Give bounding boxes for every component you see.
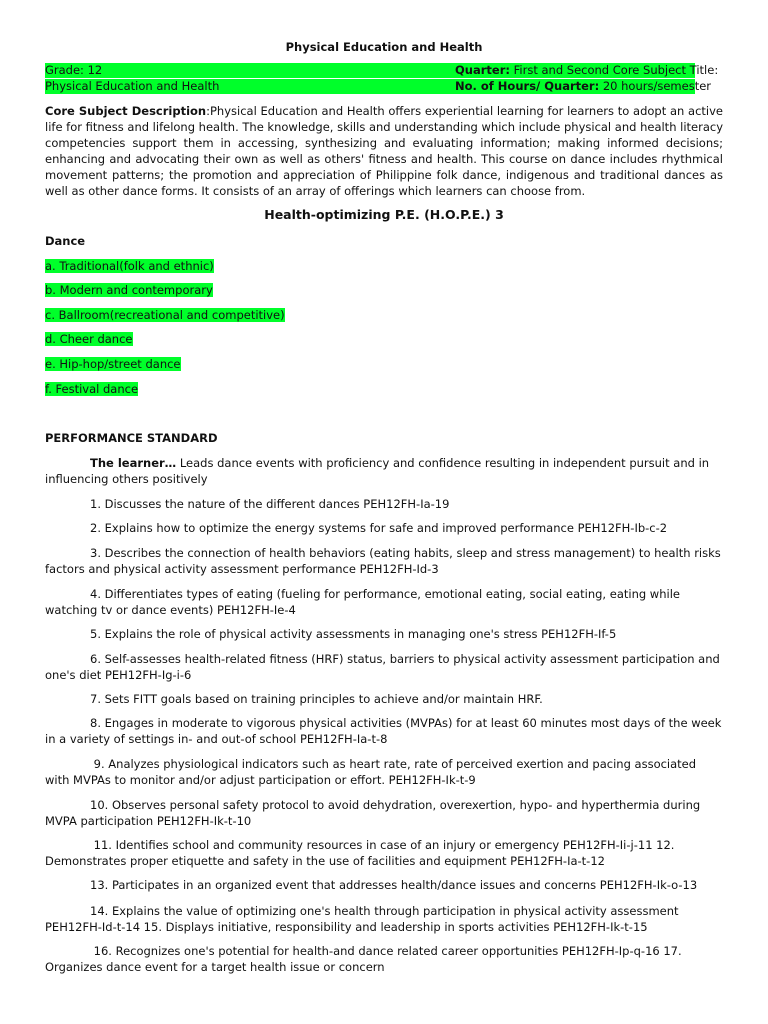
competency-text: 9. Analyzes physiological indicators such as heart rate, rate of perceived exertion and pacing associated with MVPAs to monitor and/or adjust participation or effort. PEH12FH-Ik-t-9 — [45, 757, 697, 787]
hope-title: Health-optimizing P.E. (H.O.P.E.) 3 — [264, 207, 504, 222]
competency-text: 7. Sets FITT goals based on training principles to achieve and/or maintain HRF. — [90, 692, 543, 706]
dance-item: b. Modern and contemporary — [45, 283, 213, 297]
core-subject-description — [45, 103, 723, 199]
competency-text: 13. Participates in an organized event that addresses health/dance issues and concerns PEH12FH-Ik-o-13 — [90, 878, 698, 892]
competency-text: 6. Self-assesses health-related fitness (HRF) status, barriers to physical activity assessment participation and one's diet PEH12FH-Ig-i-6 — [45, 652, 720, 682]
competency-item — [45, 943, 723, 975]
competency-text: 16. Recognizes one's potential for health-and dance related career opportunities PEH12FH-Ip-q-16 17. Organizes dance event for a target health issue or concern — [45, 944, 682, 974]
competency-item — [45, 797, 723, 829]
quarter-label: Quarter: — [455, 63, 510, 77]
hours-field — [455, 79, 711, 94]
learner-statement — [45, 455, 723, 487]
hours-value: 20 hours/semester — [599, 79, 712, 93]
competency-item — [45, 756, 723, 788]
dance-heading: Dance — [45, 234, 86, 248]
competency-text: 11. Identifies school and community resources in case of an injury or emergency PEH12FH-Ii-j-11 12. Demonstrates proper etiquette and safety in the use of facilities and equipment PEH12FH-Ia-t-12 — [45, 838, 675, 868]
grade-quarter-row — [45, 63, 719, 78]
learner-label: The learner… — [90, 456, 177, 470]
dance-item: c. Ballroom(recreational and competitive) — [45, 308, 285, 322]
dance-item: a. Traditional(folk and ethnic) — [45, 259, 214, 273]
competency-text: 5. Explains the role of physical activity assessments in managing one's stress PEH12FH-If-5 — [90, 627, 617, 641]
competency-item — [45, 837, 723, 869]
grade-label: Grade: 12 — [45, 63, 103, 77]
document-title: Physical Education and Health — [285, 40, 483, 54]
competency-item — [45, 903, 723, 935]
competency-text: 3. Describes the connection of health behaviors (eating habits, sleep and stress management) to health risks factors and physical activity assessment performance PEH12FH-Id-3 — [45, 546, 721, 576]
competency-item — [45, 715, 723, 747]
performance-standard-heading: PERFORMANCE STANDARD — [45, 431, 218, 445]
competency-item — [45, 651, 723, 683]
competency-text: 2. Explains how to optimize the energy systems for safe and improved performance PEH12FH-Ib-c-2 — [90, 521, 668, 535]
learner-text: Leads dance events with proficiency and confidence resulting in independent pursuit and in influencing others positively — [45, 456, 710, 486]
competency-item — [45, 496, 723, 512]
quarter-field — [455, 63, 718, 78]
competency-item — [45, 545, 723, 577]
competency-text: 14. Explains the value of optimizing one's health through participation in physical activity assessment PEH12FH-Id-t-14 15. Displays initiative, responsibility and leadership in sports activities PEH12FH-Ik-t-15 — [45, 904, 679, 934]
quarter-value: First and Second Core Subject Title: — [509, 63, 719, 77]
dance-item: e. Hip-hop/street dance — [45, 357, 181, 371]
competency-item — [45, 520, 723, 536]
subject-hours-row — [45, 79, 712, 94]
dance-item: d. Cheer dance — [45, 332, 133, 346]
hours-label: No. of Hours/ Quarter: — [455, 79, 600, 93]
description-text: :Physical Education and Health offers experiential learning for learners to adopt an active life for fitness and lifelong health. The knowledge, skills and understanding which include physical and health literacy competencies support them in accessing, synthesizing and evaluating information; making informed decisions; enhancing and advocating their own as well as others' fitness and health. This course on dance includes rhythmical movement patterns; the promotion and appreciation of Philippine folk dance, indigenous and traditional dances as well as other dance forms. It consists of an array of offerings which learners can choose from. — [45, 104, 724, 198]
competency-text: 10. Observes personal safety protocol to avoid dehydration, overexertion, hypo- and hyperthermia during MVPA participation PEH12FH-Ik-t-10 — [45, 798, 701, 828]
competency-item — [45, 691, 723, 707]
competency-item — [45, 877, 723, 893]
competency-item — [45, 586, 723, 618]
subject-name: Physical Education and Health — [45, 79, 220, 93]
description-label: Core Subject Description — [45, 104, 207, 118]
dance-item: f. Festival dance — [45, 382, 139, 396]
competency-item — [45, 626, 723, 642]
competency-text: 1. Discusses the nature of the different dances PEH12FH-Ia-19 — [90, 497, 450, 511]
competency-text: 8. Engages in moderate to vigorous physical activities (MVPAs) for at least 60 minutes most days of the week in a variety of settings in- and out-of school PEH12FH-Ia-t-8 — [45, 716, 722, 746]
competency-text: 4. Differentiates types of eating (fueling for performance, emotional eating, social eating, eating while watching tv or dance events) PEH12FH-Ie-4 — [45, 587, 680, 617]
